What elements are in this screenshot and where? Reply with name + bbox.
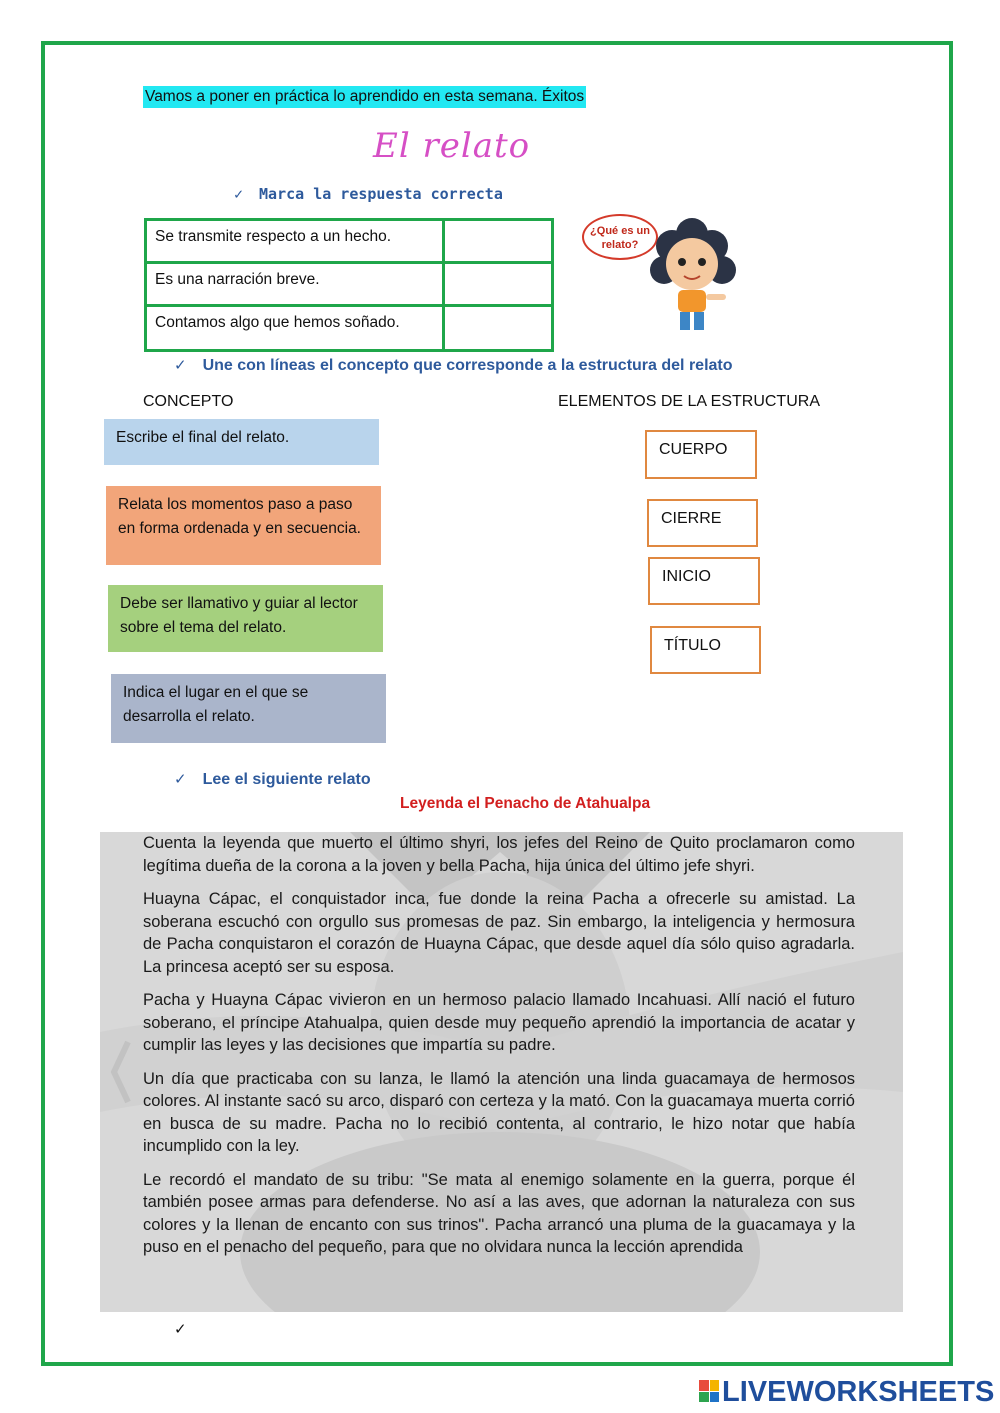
concept-box[interactable]: Debe ser llamativo y guiar al lector sobre el tema del relato. — [108, 585, 383, 652]
intro-text: Vamos a poner en práctica lo aprendido en esta semana. Éxitos — [143, 86, 586, 108]
page-title: El relato — [373, 126, 531, 166]
story-paragraph: Le recordó el mandato de su tribu: "Se mata al enemigo solamente en la guerra, porque él también posee armas para defenderse. No así a las aves, que adornan la naturaleza con sus colores y la llenan de encanto con sus trinos". Pacha arrancó una pluma de la guacamaya y la puso en el penacho del pequeño, para que no olvidara nunca la lección aprendida — [143, 1170, 855, 1256]
story-paragraph: Un día que practicaba con su lanza, le llamó la atención una linda guacamaya de hermosos colores. Al instante sacó su arco, disparó con certeza y la mató. Con la guacamaya muerta corrió en busca de su madre. Pacha no lo recibió contenta, al contrario, le hizo notar que había incumplido con la ley. — [143, 1069, 855, 1155]
story-text — [143, 832, 855, 1270]
story-paragraph: Pacha y Huayna Cápac vivieron en un hermoso palacio llamado Incahuasi. Allí nació el futuro soberano, el príncipe Atahualpa, quien desde muy pequeño aprendió la importancia de acatar y cumplir las leyes y las decisiones que impartía su padre. — [143, 991, 855, 1054]
instruction-read: ✓ Lee el siguiente relato — [174, 771, 371, 788]
girl-illustration — [640, 212, 760, 342]
story-panel — [100, 832, 903, 1312]
liveworksheets-logo-icon — [699, 1380, 719, 1402]
answer-cell[interactable] — [442, 307, 551, 350]
check-icon: ✓ — [174, 1321, 187, 1338]
element-box-inicio[interactable]: INICIO — [648, 557, 760, 605]
check-icon: ✓ — [174, 357, 187, 374]
answer-table — [144, 218, 554, 352]
table-row: Es una narración breve. — [147, 264, 551, 307]
story-paragraph: Huayna Cápac, el conquistador inca, fue donde la reina Pacha a ofrecerle su amistad. La soberana escuchó con orgullo sus promesas de paz. Sin embargo, la inteligencia y hermosura de Pacha conquistaron el corazón de Huayna Cápac, que desde aquel día sólo quiso agradarla. La princesa aceptó ser su esposa. — [143, 890, 855, 976]
table-row: Contamos algo que hemos soñado. — [147, 307, 551, 350]
concept-header: CONCEPTO — [143, 393, 234, 410]
instruction-mark-correct: ✓ Marca la respuesta correcta — [234, 185, 503, 203]
elements-header: ELEMENTOS DE LA ESTRUCTURA — [558, 393, 820, 410]
speech-bubble: ¿Qué es un relato? — [582, 214, 658, 260]
check-icon: ✓ — [234, 185, 244, 203]
concept-box[interactable]: Indica el lugar en el que se desarrolla el relato. — [111, 674, 386, 743]
concept-box[interactable]: Relata los momentos paso a paso en forma ordenada y en secuencia. — [106, 486, 381, 565]
brand-logo: LIVEWORKSHEETS — [722, 1376, 995, 1408]
legend-title: Leyenda el Penacho de Atahualpa — [400, 795, 651, 812]
table-row: Se transmite respecto a un hecho. — [147, 221, 551, 264]
concept-box[interactable]: Escribe el final del relato. — [104, 419, 379, 465]
answer-cell[interactable] — [442, 221, 551, 261]
element-box-titulo[interactable]: TÍTULO — [650, 626, 761, 674]
answer-cell[interactable] — [442, 264, 551, 304]
check-icon: ✓ — [174, 771, 187, 788]
story-paragraph: Cuenta la leyenda que muerto el último shyri, los jefes del Reino de Quito proclamaron como legítima dueña de la corona a la joven y bella Pacha, hija única del último jefe shyri. — [143, 834, 855, 875]
element-box-cierre[interactable]: CIERRE — [647, 499, 758, 547]
instruction-join-lines: ✓ Une con líneas el concepto que corresponde a la estructura del relato — [174, 357, 733, 374]
element-box-cuerpo[interactable]: CUERPO — [645, 430, 757, 479]
